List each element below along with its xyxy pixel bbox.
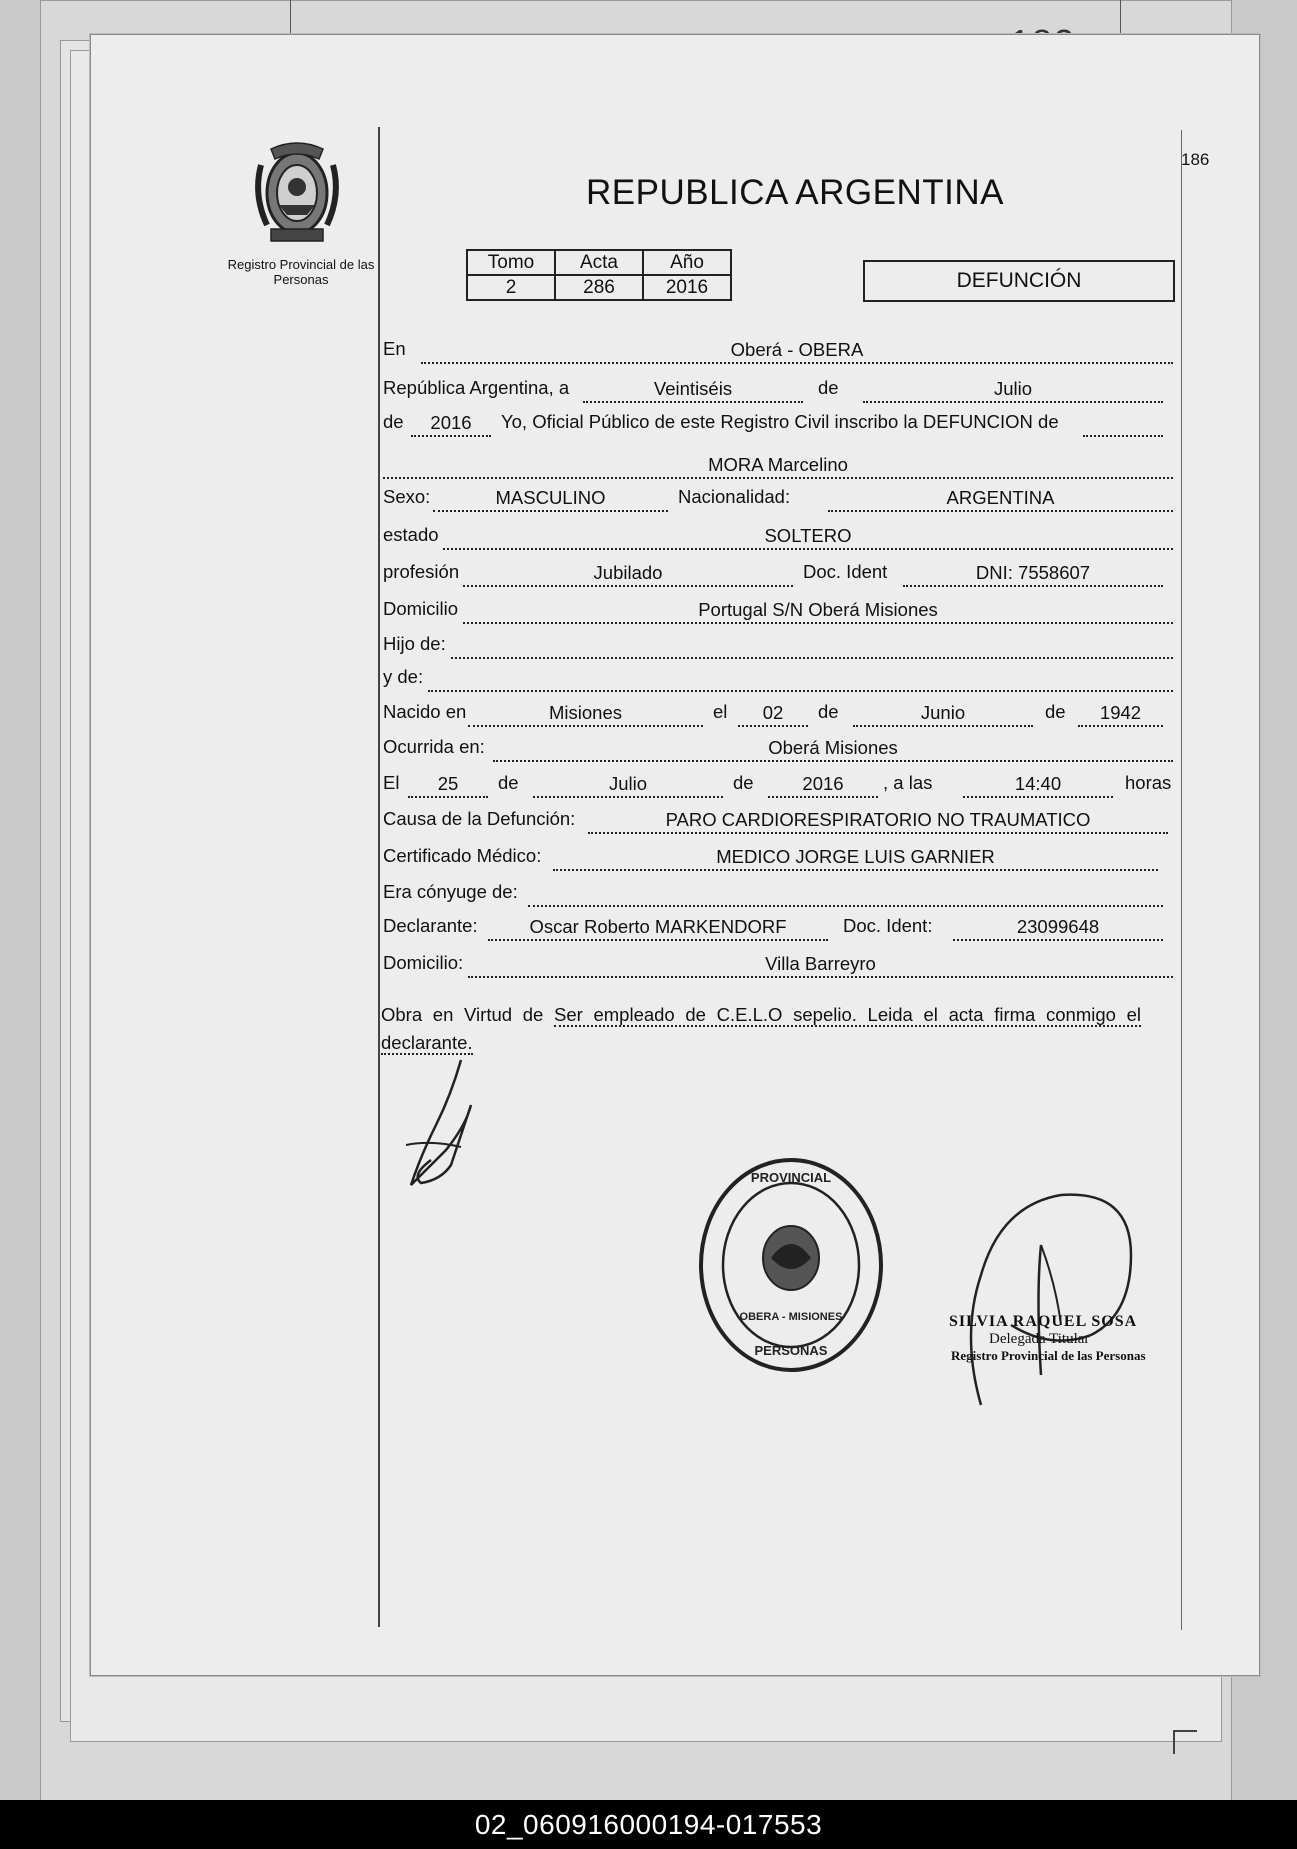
field-label: Domicilio <box>383 598 459 619</box>
field-label: Doc. Ident <box>803 561 888 582</box>
birthplace-field: Misiones <box>468 703 703 727</box>
registry-name: Registro Provincial de las Personas <box>227 257 375 287</box>
corner-mark <box>1173 1730 1197 1754</box>
field-label: Doc. Ident: <box>843 915 933 936</box>
field-row-year <box>383 411 1173 437</box>
table-header: Tomo <box>467 250 555 275</box>
civil-status-field: SOLTERO <box>443 526 1173 550</box>
field-label: Nacido en <box>383 701 467 722</box>
field-row-place-of-death <box>383 736 1173 762</box>
declarant-doc-field: 23099648 <box>953 917 1163 941</box>
place-field: Oberá - OBERA <box>421 340 1173 364</box>
death-month-field: Julio <box>533 774 723 798</box>
spouse-field <box>528 883 1163 907</box>
field-label: Sexo: <box>383 486 431 507</box>
declarant-address-field: Villa Barreyro <box>468 954 1173 978</box>
field-row-parent1 <box>383 633 1173 659</box>
doc-id-field: DNI: 7558607 <box>903 563 1163 587</box>
field-row-status <box>383 524 1173 550</box>
signatory-office: Registro Provincial de las Personas <box>951 1348 1146 1363</box>
field-label: de <box>733 772 754 793</box>
closing-statement-text: Ser empleado de C.E.L.O sepelio. Leida el acta firma conmigo el declarante. <box>381 1004 1142 1053</box>
parent2-field <box>428 668 1173 692</box>
inscription-text: Yo, Oficial Público de este Registro Civil inscribo la DEFUNCION de <box>501 411 1059 432</box>
field-label: República Argentina, a <box>383 377 570 398</box>
field-label: Causa de la Defunción: <box>383 808 576 829</box>
registry-seal-stamp <box>691 1150 891 1380</box>
acta-value: 286 <box>555 275 643 300</box>
margin-line <box>378 127 380 1627</box>
field-row-declarant <box>383 915 1173 941</box>
year-field: 2016 <box>411 413 491 437</box>
deceased-name-field: MORA Marcelino <box>383 455 1173 479</box>
acta-reference-table <box>466 249 732 301</box>
field-row-declarant-address <box>383 952 1173 978</box>
field-label: el <box>713 701 728 722</box>
field-row-cause <box>383 808 1173 834</box>
field-label: de <box>383 411 404 432</box>
table-header: Acta <box>555 250 643 275</box>
field-row-sex <box>383 486 1173 512</box>
ano-value: 2016 <box>643 275 731 300</box>
address-field: Portugal S/N Oberá Misiones <box>463 600 1173 624</box>
parent1-field <box>451 635 1173 659</box>
signatory-role: Delegada Titular <box>989 1331 1090 1347</box>
closing-statement <box>381 1001 1141 1057</box>
month-field: Julio <box>863 379 1163 403</box>
image-id: 02_060916000194-017553 <box>474 1809 823 1840</box>
field-label: , a las <box>883 772 933 793</box>
profession-field: Jubilado <box>463 563 793 587</box>
field-label: horas <box>1125 772 1172 793</box>
folio-number: 186 <box>1181 150 1210 169</box>
death-time-field: 14:40 <box>963 774 1113 798</box>
document-title: REPUBLICA ARGENTINA <box>586 173 1004 212</box>
field-label: de <box>1045 701 1066 722</box>
field-label: y de: <box>383 666 424 687</box>
field-label: Era cónyuge de: <box>383 881 518 902</box>
svg-text:PERSONAS: PERSONAS <box>754 1343 828 1358</box>
field-label: profesión <box>383 561 460 582</box>
field-label: de <box>498 772 519 793</box>
sex-field: MASCULINO <box>433 488 668 512</box>
field-label: Obra en Virtud de <box>381 1004 544 1025</box>
field-label: El <box>383 772 400 793</box>
field-row-profession <box>383 561 1173 587</box>
birth-month-field: Junio <box>853 703 1033 727</box>
tomo-value: 2 <box>467 275 555 300</box>
death-certificate-sheet <box>90 34 1260 1676</box>
record-type-box: DEFUNCIÓN <box>863 260 1175 302</box>
field-row-birth <box>383 701 1173 727</box>
birth-day-field: 02 <box>738 703 808 727</box>
declarant-signature <box>391 1055 501 1195</box>
blank-field <box>1083 413 1163 437</box>
nationality-field: ARGENTINA <box>828 488 1173 512</box>
place-of-death-field: Oberá Misiones <box>493 738 1173 762</box>
right-margin-line <box>1181 130 1182 1630</box>
field-label: de <box>818 377 839 398</box>
image-id-bar <box>0 1800 1297 1849</box>
signatory-stamp <box>949 1313 1146 1364</box>
declarant-name-field: Oscar Roberto MARKENDORF <box>488 917 828 941</box>
field-label: estado <box>383 524 439 545</box>
official-signature <box>941 1185 1161 1425</box>
field-label: Declarante: <box>383 915 478 936</box>
field-row-date-of-death <box>383 772 1183 798</box>
day-field: Veintiséis <box>583 379 803 403</box>
field-row-certificate <box>383 845 1173 871</box>
field-label: Hijo de: <box>383 633 446 654</box>
death-year-field: 2016 <box>768 774 878 798</box>
field-row-address <box>383 598 1173 624</box>
field-label: Certificado Médico: <box>383 845 542 866</box>
death-day-field: 25 <box>408 774 488 798</box>
cause-of-death-field: PARO CARDIORESPIRATORIO NO TRAUMATICO <box>588 810 1168 834</box>
svg-text:PROVINCIAL: PROVINCIAL <box>750 1170 832 1185</box>
field-row-spouse <box>383 881 1173 907</box>
field-label: de <box>818 701 839 722</box>
field-row-place <box>383 338 1173 364</box>
table-header: Año <box>643 250 731 275</box>
field-label: En <box>383 338 406 359</box>
svg-text:OBERA - MISIONES: OBERA - MISIONES <box>739 1311 843 1323</box>
field-row-parent2 <box>383 666 1173 692</box>
medical-certificate-field: MEDICO JORGE LUIS GARNIER <box>553 847 1158 871</box>
field-label: Ocurrida en: <box>383 736 485 757</box>
field-label: Domicilio: <box>383 952 464 973</box>
provincial-crest-icon <box>247 135 347 247</box>
field-row-name <box>383 453 1173 479</box>
field-row-date <box>383 377 1173 403</box>
field-label: Nacionalidad: <box>678 486 791 507</box>
signatory-name: SILVIA RAQUEL SOSA <box>949 1313 1138 1330</box>
birth-year-field: 1942 <box>1078 703 1163 727</box>
